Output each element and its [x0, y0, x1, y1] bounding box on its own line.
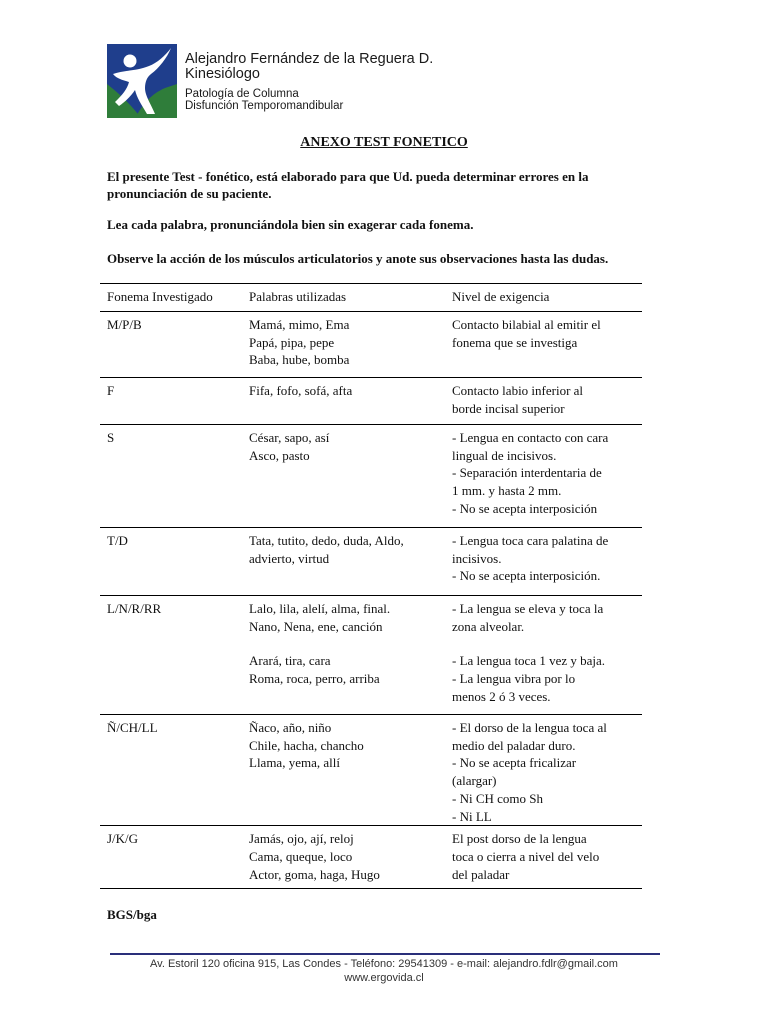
fonema-cell: Ñ/CH/LL — [107, 720, 158, 735]
palabras-line: Ñaco, año, niño — [249, 720, 332, 735]
nivel-line: del paladar — [452, 866, 510, 882]
palabras-cell — [249, 378, 452, 425]
palabras-line: Tata, tutito, dedo, duda, Aldo, — [249, 533, 404, 548]
palabras-cell — [249, 826, 452, 889]
nivel-cell — [452, 528, 642, 596]
nivel-line: - No se acepta interposición. — [452, 568, 601, 584]
nivel-line: - La lengua toca 1 vez y baja. — [452, 653, 606, 669]
table-row — [100, 715, 642, 826]
fonema-cell: F — [107, 383, 115, 398]
specialty-1: Patología de Columna — [185, 88, 299, 100]
intro-paragraph-3: Observe la acción de los músculos articulatorios y anote sus observaciones hasta las dudas. — [107, 251, 609, 266]
nivel-line: - Lengua en contacto con cara — [452, 430, 609, 445]
footer-website: www.ergovida.cl — [344, 972, 424, 984]
palabras-line: Baba, hube, bomba — [249, 352, 350, 368]
footer — [0, 957, 768, 985]
nivel-line: Contacto bilabial al emitir el — [452, 317, 601, 332]
palabras-line: Chile, hacha, chancho — [249, 737, 364, 753]
palabras-line: Roma, roca, perro, arriba — [249, 671, 380, 687]
palabras-cell — [249, 312, 452, 378]
phonetic-test-table — [100, 283, 642, 889]
nivel-line: zona alveolar. — [452, 618, 525, 634]
nivel-cell — [452, 596, 642, 715]
table-row — [100, 826, 642, 889]
specialty-2: Disfunción Temporomandibular — [185, 100, 344, 112]
palabras-line: Actor, goma, haga, Hugo — [249, 866, 380, 882]
nivel-line: - La lengua vibra por lo — [452, 671, 576, 687]
palabras-line: Cama, queque, loco — [249, 848, 353, 864]
intro-paragraph-2: Lea cada palabra, pronunciándola bien sin exagerar cada fonema. — [107, 217, 474, 232]
nivel-line: - No se acepta interposición — [452, 500, 598, 516]
palabras-line: Nano, Nena, ene, canción — [249, 618, 383, 634]
nivel-line: fonema que se investiga — [452, 334, 578, 350]
palabras-line: Jamás, ojo, ají, reloj — [249, 831, 354, 847]
nivel-line: - Ni CH como Sh — [452, 790, 543, 806]
palabras-cell — [249, 596, 452, 715]
nivel-line: (alargar) — [452, 773, 497, 789]
nivel-line: 1 mm. y hasta 2 mm. — [452, 483, 562, 499]
palabras-line: Mamá, mimo, Ema — [249, 317, 350, 332]
nivel-line: lingual de incisivos. — [452, 447, 557, 463]
nivel-cell — [452, 312, 642, 378]
palabras-line: César, sapo, así — [249, 430, 330, 445]
header-palabras: Palabras utilizadas — [249, 289, 347, 304]
nivel-line: - No se acepta fricalizar — [452, 755, 577, 771]
nivel-line: toca o cierra a nivel del velo — [452, 848, 600, 864]
header-nivel: Nivel de exigencia — [452, 289, 550, 304]
nivel-line: Contacto labio inferior al — [452, 383, 584, 398]
palabras-line: advierto, virtud — [249, 550, 330, 566]
palabras-cell — [249, 528, 452, 596]
nivel-line: - Lengua toca cara palatina de — [452, 533, 609, 548]
document-title: ANEXO TEST FONETICO — [300, 135, 468, 150]
intro-paragraph-1: El presente Test - fonético, está elaborado para que Ud. pueda determinar errores en la pronunciación de su paciente. — [107, 169, 589, 201]
nivel-line: El post dorso de la lengua — [452, 831, 587, 847]
nivel-cell — [452, 826, 642, 889]
nivel-line: borde incisal superior — [452, 400, 565, 416]
fonema-cell: J/K/G — [107, 831, 139, 847]
professional-name: Alejandro Fernández de la Reguera D. — [185, 51, 434, 67]
nivel-line: medio del paladar duro. — [452, 737, 576, 753]
fonema-cell: L/N/R/RR — [107, 601, 162, 616]
table-row — [100, 528, 642, 596]
nivel-line: - El dorso de la lengua toca al — [452, 720, 607, 735]
nivel-cell — [452, 425, 642, 528]
palabras-line: Lalo, lila, alelí, alma, final. — [249, 601, 391, 616]
palabras-line: Llama, yema, allí — [249, 755, 340, 771]
palabras-line: Papá, pipa, pepe — [249, 334, 335, 350]
nivel-cell — [452, 715, 642, 826]
footer-address: Av. Estoril 120 oficina 915, Las Condes - Teléfono: 29541309 - e-mail: alejandro.fdlr@gmail.com — [150, 958, 618, 970]
table-row — [100, 596, 642, 715]
footer-divider — [110, 953, 660, 955]
nivel-line: - La lengua se eleva y toca la — [452, 601, 604, 616]
nivel-line: - Ni LL — [452, 808, 492, 824]
nivel-line: menos 2 ó 3 veces. — [452, 688, 551, 704]
palabras-cell — [249, 715, 452, 826]
initials: BGS/bga — [107, 907, 157, 922]
palabras-line: Fifa, fofo, sofá, afta — [249, 383, 353, 398]
fonema-cell: M/P/B — [107, 317, 142, 332]
palabras-line: Arará, tira, cara — [249, 653, 331, 669]
nivel-line: incisivos. — [452, 550, 502, 566]
header-fonema: Fonema Investigado — [107, 289, 213, 304]
table-row — [100, 378, 642, 425]
palabras-line: Asco, pasto — [249, 447, 310, 463]
fonema-cell: S — [107, 430, 115, 445]
table-row — [100, 312, 642, 378]
nivel-line: - Separación interdentaria de — [452, 465, 602, 481]
table-header-row — [100, 284, 642, 312]
nivel-cell — [452, 378, 642, 425]
palabras-cell — [249, 425, 452, 528]
table-row — [100, 425, 642, 528]
kinesiology-logo-icon — [107, 44, 177, 118]
fonema-cell: T/D — [107, 533, 128, 548]
profession: Kinesiólogo — [185, 66, 260, 82]
